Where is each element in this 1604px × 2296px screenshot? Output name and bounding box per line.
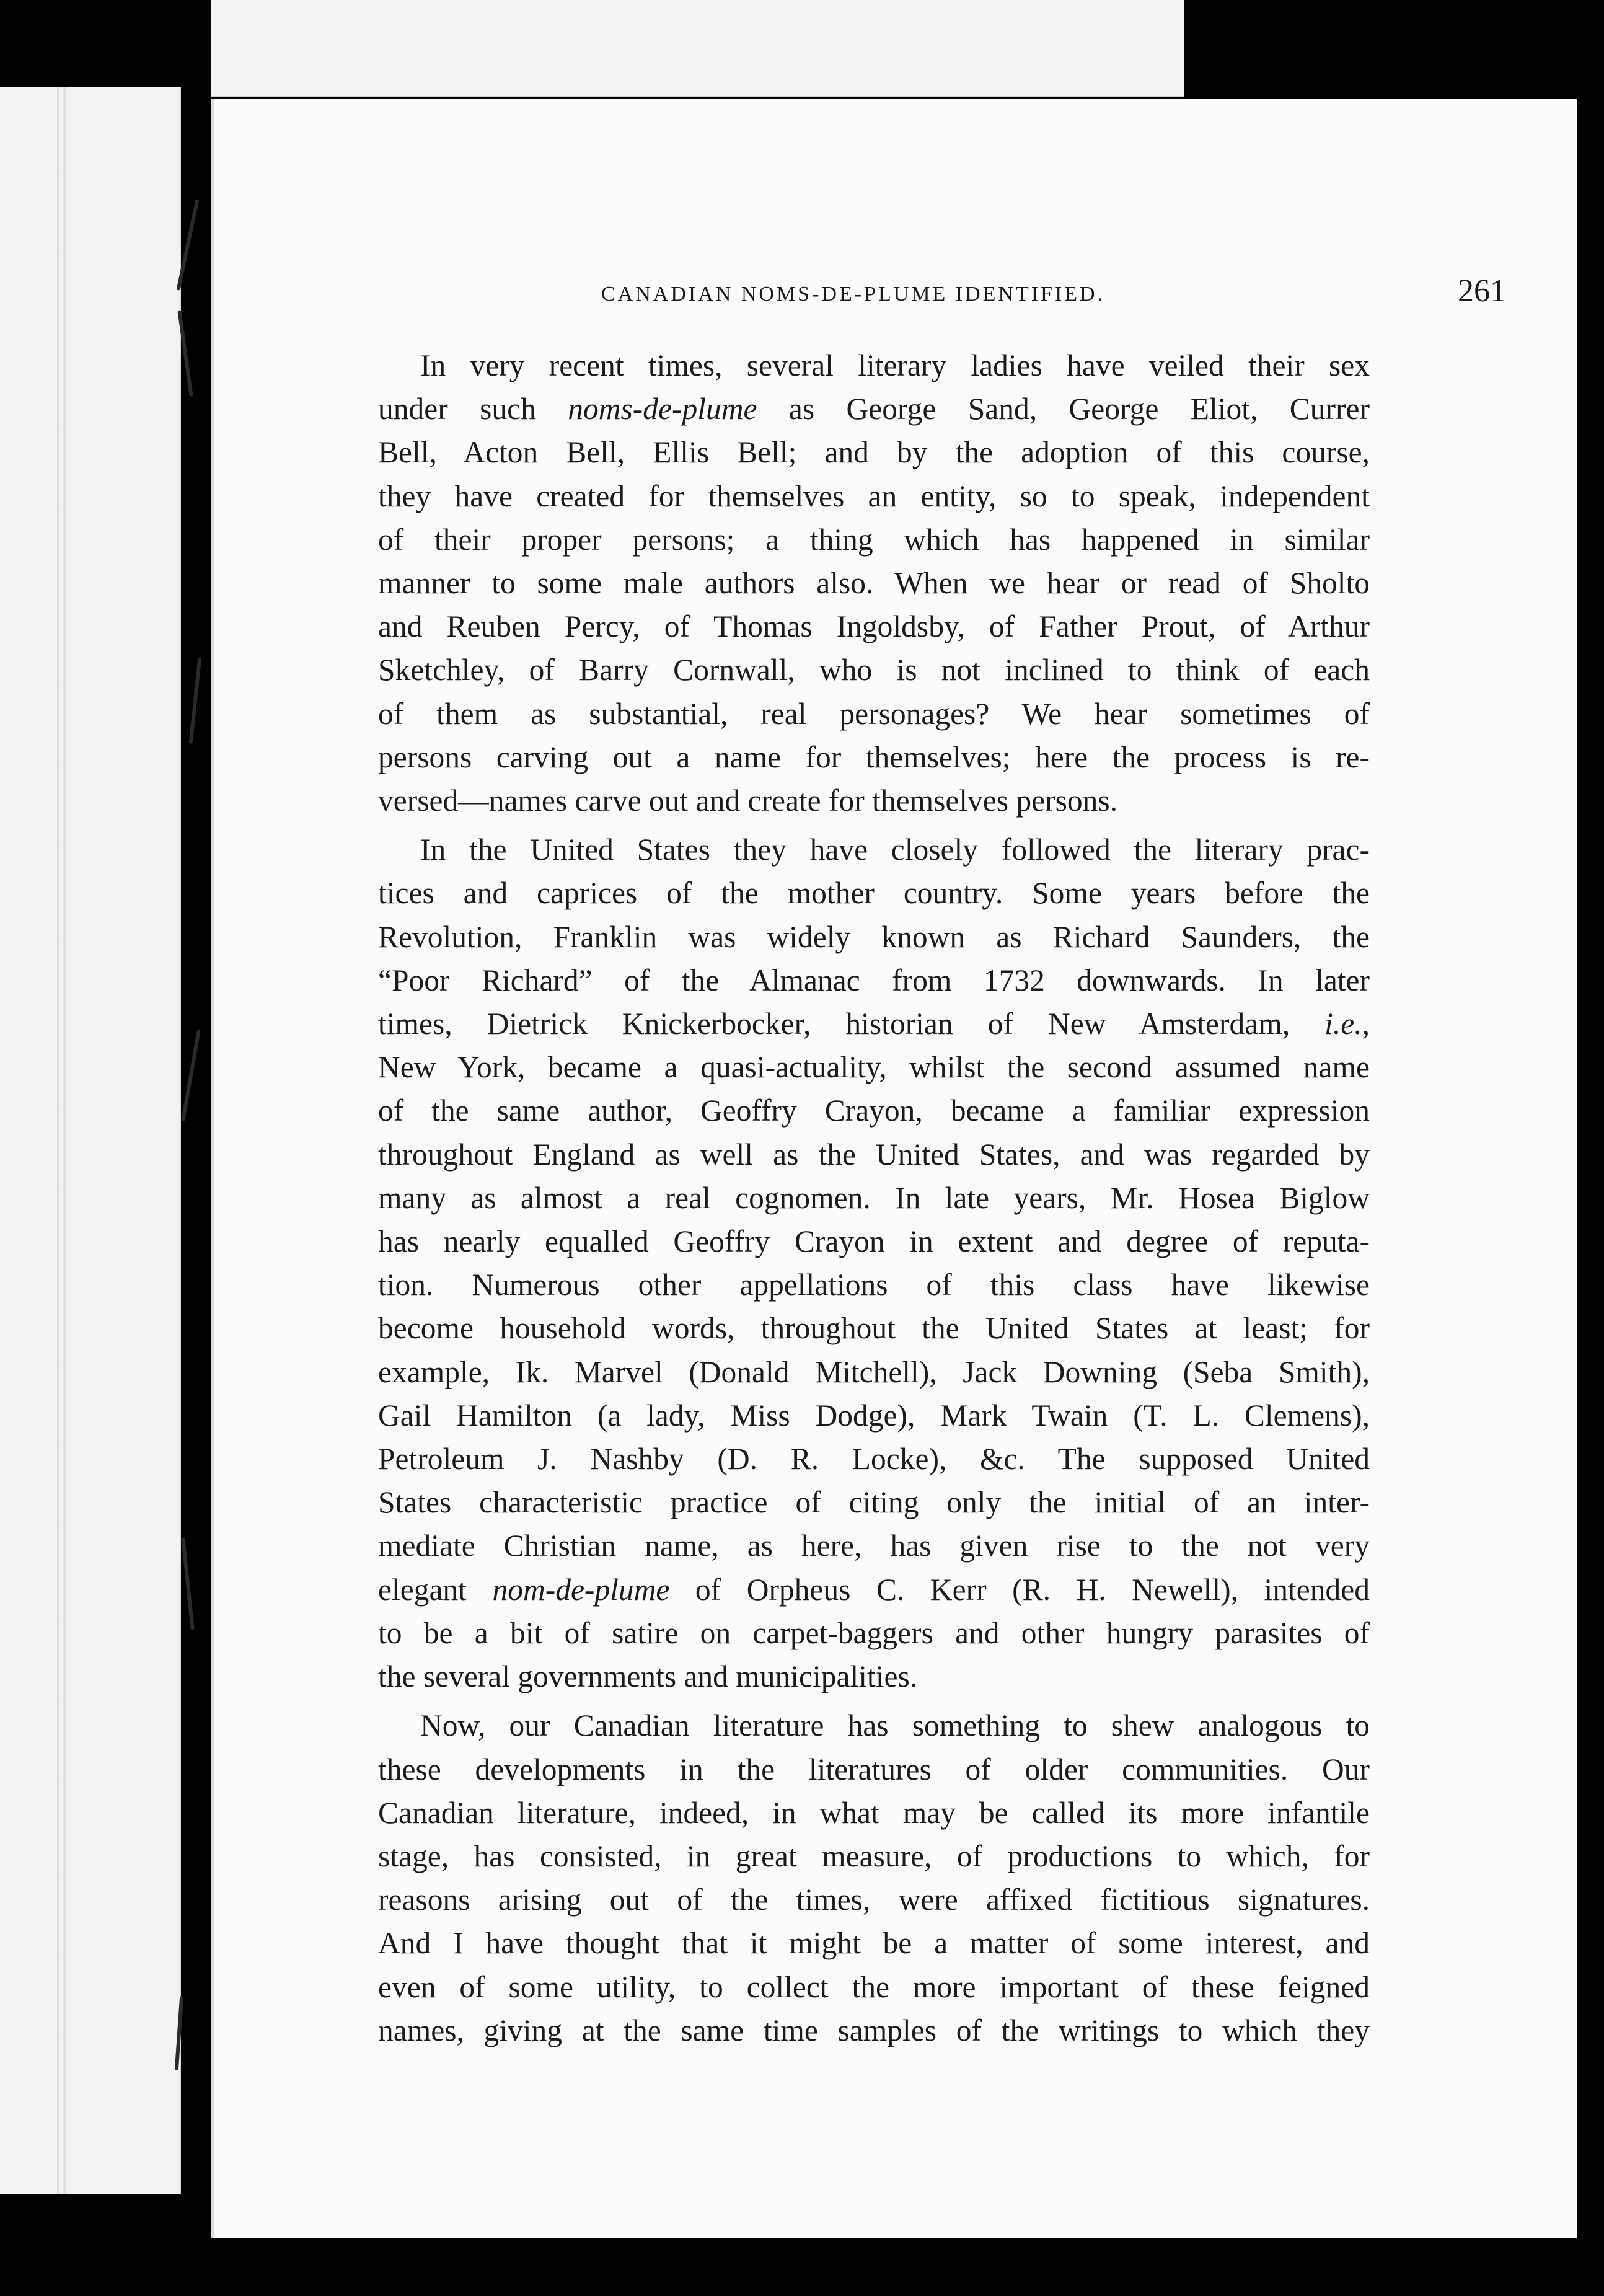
binding-spine [57, 87, 66, 2194]
body-text [378, 344, 1370, 2058]
binding-stitch [181, 1537, 195, 1630]
text-line: tion. Numerous other appellations of this class have likewise [378, 1268, 1370, 1302]
text-line: become household words, throughout the United States at least; for [378, 1311, 1370, 1346]
text-line: Now, our Canadian literature has something to shew analogous to [420, 1708, 1370, 1743]
paragraph [378, 344, 1370, 823]
text-line: tices and caprices of the mother country. Some years before the [378, 876, 1370, 911]
text-line: Sketchley, of Barry Cornwall, who is not inclined to think of each [378, 653, 1370, 687]
text-line: of the same author, Geoffry Crayon, became a familiar expression [378, 1093, 1370, 1128]
binding-stitch [181, 1030, 201, 1122]
paragraph [378, 1704, 1370, 2052]
text-line: mediate Christian name, as here, has given rise to the not very [378, 1529, 1370, 1563]
text-line: Petroleum J. Nashby (D. R. Locke), &c. The supposed United [378, 1442, 1370, 1477]
page-number: 261 [1458, 273, 1506, 309]
paragraph [378, 828, 1370, 1698]
text-line: even of some utility, to collect the more important of these feigned [378, 1969, 1370, 2004]
text-line: these developments in the literatures of older communities. Our [378, 1752, 1370, 1786]
top-page-edge [211, 0, 1184, 97]
text-line: of them as substantial, real personages? We hear sometimes of [378, 696, 1370, 731]
text-line: In the United States they have closely followed the literary prac- [420, 832, 1370, 867]
text-line: of their proper persons; a thing which has happened in similar [378, 522, 1370, 557]
text-line: and Reuben Percy, of Thomas Ingoldsby, of Father Prout, of Arthur [378, 609, 1370, 644]
text-line: throughout England as well as the United States, and was regarded by [378, 1137, 1370, 1172]
text-line: stage, has consisted, in great measure, of productions to which, for [378, 1839, 1370, 1873]
binding-stitch [189, 657, 202, 744]
left-page-edge [0, 87, 181, 2194]
text-line: example, Ik. Marvel (Donald Mitchell), Jack Downing (Seba Smith), [378, 1354, 1370, 1389]
text-line: manner to some male authors also. When we hear or read of Sholto [378, 566, 1370, 601]
text-line: In very recent times, several literary ladies have veiled their sex [420, 348, 1370, 382]
text-line: “Poor Richard” of the Almanac from 1732 downwards. In later [378, 963, 1370, 997]
text-line: under such noms-de-plume as George Sand, George Eliot, Currer [378, 392, 1370, 426]
text-line: names, giving at the same time samples of the writings to which they [378, 2013, 1370, 2047]
text-line: States characteristic practice of citing only the initial of an inter- [378, 1485, 1370, 1520]
text-line: elegant nom-de-plume of Orpheus C. Kerr (R. H. Newell), intended [378, 1572, 1370, 1607]
text-line: versed—names carve out and create for themselves persons. [378, 784, 1118, 818]
text-line: And I have thought that it might be a matter of some interest, and [378, 1926, 1370, 1961]
running-header [372, 273, 1531, 322]
text-line: times, Dietrick Knickerbocker, historian of New Amsterdam, i.e., [378, 1007, 1370, 1041]
text-line: reasons arising out of the times, were affixed fictitious signatures. [378, 1883, 1370, 1917]
text-line: persons carving out a name for themselves; here the process is re- [378, 740, 1370, 774]
text-line: to be a bit of satire on carpet-baggers and other hungry parasites of [378, 1615, 1370, 1650]
text-line: New York, became a quasi-actuality, whilst the second assumed name [378, 1050, 1370, 1085]
text-line: Bell, Acton Bell, Ellis Bell; and by the adoption of this course, [378, 435, 1370, 470]
text-line: Gail Hamilton (a lady, Miss Dodge), Mark Twain (T. L. Clemens), [378, 1398, 1370, 1433]
text-line: Canadian literature, indeed, in what may be called its more infantile [378, 1795, 1370, 1830]
running-head-title: CANADIAN NOMS-DE-PLUME IDENTIFIED. [601, 283, 1106, 306]
text-line: the several governments and municipalities. [378, 1659, 918, 1694]
text-line: many as almost a real cognomen. In late years, Mr. Hosea Biglow [378, 1180, 1370, 1215]
text-line: they have created for themselves an entity, so to speak, independent [378, 479, 1370, 513]
text-line: has nearly equalled Geoffry Crayon in extent and degree of reputa- [378, 1224, 1370, 1259]
text-line: Revolution, Franklin was widely known as Richard Saunders, the [378, 919, 1370, 954]
